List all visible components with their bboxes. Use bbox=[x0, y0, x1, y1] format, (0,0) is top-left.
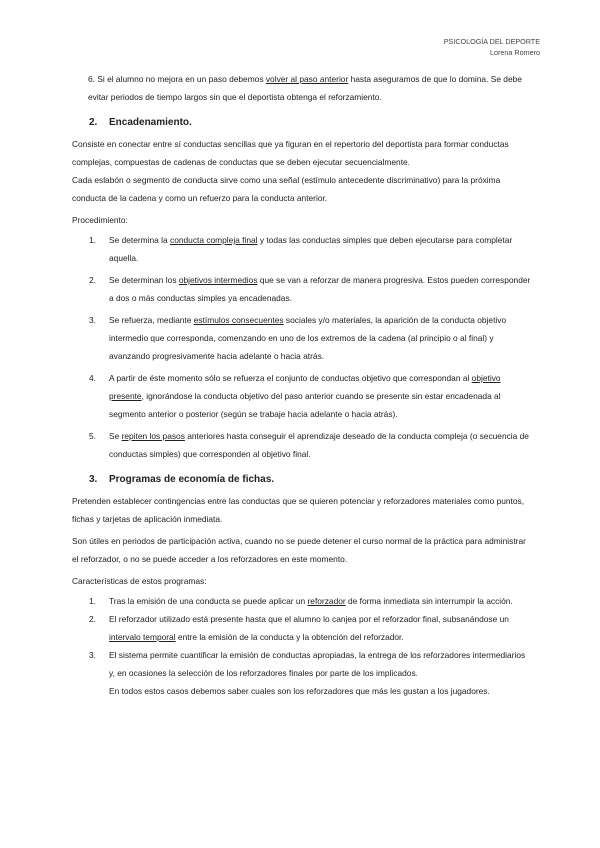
procedure-label: Procedimiento: bbox=[72, 215, 128, 225]
item-text-a: El reforzador utilizado está presente hasta que el alumno lo canjea por el reforzador final, subsanándose un bbox=[109, 614, 509, 624]
section-2-paragraph-2: Cada eslabón o segmento de conducta sirve como una señal (estímulo antecedente discriminativo) para la próxima conducta de la cadena y como un refuerzo para la conducta anterior. bbox=[72, 175, 501, 203]
item-underlined: intervalo temporal bbox=[109, 632, 176, 642]
item-number: 1. bbox=[89, 596, 96, 606]
header-author: Lorena Romero bbox=[490, 48, 540, 57]
section-3-paragraph-1: Pretenden establecer contingencias entre las conductas que se quieren potenciar y reforzadores materiales como puntos, fichas y tarjetas de aplicación inmediata. bbox=[72, 496, 525, 524]
procedure-step bbox=[72, 231, 532, 267]
item-underlined: conducta compleja final bbox=[170, 235, 258, 245]
item-number: 2. bbox=[89, 614, 96, 624]
procedure-step bbox=[72, 369, 532, 423]
item-number: 2. bbox=[89, 275, 96, 285]
item-underlined: estímulos consecuentes bbox=[193, 315, 284, 325]
item-underlined: reforzador bbox=[307, 596, 346, 606]
procedure-steps-list bbox=[72, 231, 532, 463]
item-text-a: A partir de éste momento sólo se refuerza el conjunto de conductas objetivo que correspondan al bbox=[109, 373, 472, 383]
header-subject: PSICOLOGÍA DEL DEPORTE bbox=[443, 37, 540, 46]
intro-text-b: hasta aseguramos de que lo domina. Se debe evitar periodos de tiempo largos sin que el deportista obtenga el reforzamiento. bbox=[88, 74, 522, 102]
page-header bbox=[444, 36, 540, 58]
feature-item bbox=[72, 592, 532, 610]
features-label: Características de estos programas: bbox=[72, 576, 207, 586]
item-number: 3. bbox=[89, 650, 96, 660]
document-body bbox=[72, 70, 532, 700]
item-text-b: anteriores hasta conseguir el aprendizaje deseado de la conducta compleja (o secuencia de conductas simples) que corresponden al objetivo final. bbox=[109, 431, 529, 459]
item-number: 4. bbox=[89, 373, 96, 383]
item-underlined: objetivos intermedios bbox=[178, 275, 258, 285]
item-text-a: El sistema permite cuantificar la emisión de conductas apropiadas, la entrega de los reforzadores intermediarios y, en ocasiones la selección de los reforzadores finales por parte de los implicados. bbox=[109, 650, 526, 678]
section-3-paragraph-2: Son útiles en periodos de participación activa, cuando no se puede detener el curso normal de la práctica para administrar el reforzador, o no se puede acceder a los reforzadores en este momento. bbox=[72, 536, 526, 564]
procedure-step bbox=[72, 427, 532, 463]
item-text-b: entre la emisión de la conducta y la obtención del reforzador. bbox=[175, 632, 404, 642]
section-2-paragraph-1: Consiste en conectar entre sí conductas sencillas que ya figuran en el repertorio del deportista para formar conductas complejas, compuestas de cadenas de conductas que se deben ejecutar secuencialmente. bbox=[72, 139, 509, 167]
item-text-b: y todas las conductas simples que deben ejecutarse para completar aquella. bbox=[109, 235, 513, 263]
feature-item bbox=[72, 646, 532, 682]
section-2-heading bbox=[89, 114, 532, 132]
item-text-a: Se determina la bbox=[109, 235, 170, 245]
item-text-a: Tras la emisión de una conducta se puede aplicar un bbox=[109, 596, 308, 606]
section-3-number: 3. bbox=[89, 474, 98, 485]
item-text-a: Se bbox=[109, 431, 122, 441]
item-text-b: sociales y/o materiales, la aparición de la conducta objetivo intermedio que corresponda, comenzando en uno de los extremos de la cadena (al principio o al final) y avanzando progresivamente hacia adelante o hacia atrás. bbox=[109, 315, 507, 361]
section-2-number: 2. bbox=[89, 117, 98, 128]
section-3-heading bbox=[89, 471, 532, 489]
procedure-step bbox=[72, 311, 532, 365]
section-2-title: Encadenamiento. bbox=[109, 117, 192, 128]
item-text-b: , ignorándose la conducta objetivo del paso anterior cuando se presente sin estar encadenada al segmento anterior o posterior (según se trabaje hacia adelante o hacia atrás). bbox=[109, 391, 501, 419]
closing-paragraph: En todos estos casos debemos saber cuales son los reforzadores que más les gustan a los jugadores. bbox=[109, 686, 490, 696]
feature-item bbox=[72, 610, 532, 646]
features-list bbox=[72, 592, 532, 682]
item-underlined: objetivo presente bbox=[109, 373, 501, 401]
item-number: 1. bbox=[89, 235, 96, 245]
item-number: 5. bbox=[89, 431, 96, 441]
item-number: 3. bbox=[89, 315, 96, 325]
intro-paragraph bbox=[72, 70, 532, 106]
intro-underlined: volver al paso anterior bbox=[265, 74, 349, 84]
procedure-step bbox=[72, 271, 532, 307]
section-3-title: Programas de economía de fichas. bbox=[109, 474, 275, 485]
item-text-b: que se van a reforzar de manera progresiva. Estos pueden corresponder a dos o más conductas simples ya encadenadas. bbox=[109, 275, 531, 303]
item-underlined: repiten los pasos bbox=[121, 431, 185, 441]
intro-text-a: 6. Si el alumno no mejora en un paso debemos bbox=[88, 74, 266, 84]
item-text-a: Se refuerza, mediante bbox=[109, 315, 194, 325]
item-text-a: Se determinan los bbox=[109, 275, 179, 285]
item-text-b: de forma inmediata sin interrumpir la acción. bbox=[345, 596, 513, 606]
